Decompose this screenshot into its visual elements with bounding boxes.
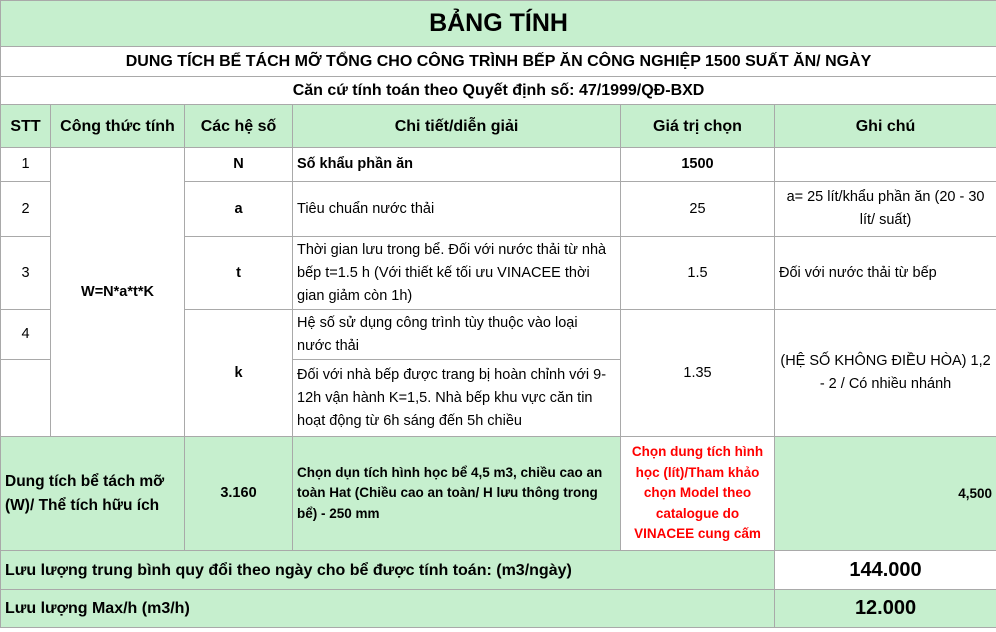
stt-cell: 2 — [1, 182, 51, 237]
detail-cell: Thời gian lưu trong bể. Đối với nước thải từ nhà bếp t=1.5 h (Với thiết kế tối ưu VINACEE thời gian giảm còn 1h) — [293, 237, 621, 310]
capacity-value: 3.160 — [185, 437, 293, 551]
header-stt: STT — [1, 105, 51, 148]
capacity-row — [1, 437, 996, 551]
coef-cell: t — [185, 237, 293, 310]
note-cell: a= 25 lít/khẩu phần ăn (20 - 30 lít/ suất) — [775, 182, 996, 237]
capacity-detail: Chọn dụn tích hình học bể 4,5 m3, chiều cao an toàn Hat (Chiều cao an toàn/ H lưu thông trong bể) - 250 mm — [293, 437, 621, 551]
capacity-result: 4,500 — [775, 437, 996, 551]
header-coef: Các hệ số — [185, 105, 293, 148]
daily-flow-value: 144.000 — [775, 551, 996, 590]
sheet-subtitle: DUNG TÍCH BỂ TÁCH MỠ TỔNG CHO CÔNG TRÌNH BẾP ĂN CÔNG NGHIỆP 1500 SUẤT ĂN/ NGÀY — [1, 47, 996, 77]
header-detail: Chi tiết/diễn giải — [293, 105, 621, 148]
coef-cell: k — [185, 310, 293, 437]
stt-cell: 3 — [1, 237, 51, 310]
detail-cell: Số khẩu phần ăn — [293, 148, 621, 182]
note-cell: (HỆ SỐ KHÔNG ĐIỀU HÒA) 1,2 - 2 / Có nhiều nhánh — [775, 310, 996, 437]
formula-cell: W=N*a*t*K — [51, 148, 185, 437]
table-row — [1, 148, 996, 182]
stt-cell: 1 — [1, 148, 51, 182]
max-flow-label: Lưu lượng Max/h (m3/h) — [1, 590, 775, 628]
detail-cell: Đối với nhà bếp được trang bị hoàn chỉnh với 9-12h vận hành K=1,5. Nhà bếp khu vực căn tin hoạt động từ 6h sáng đến 5h chiều — [293, 360, 621, 437]
coef-cell: N — [185, 148, 293, 182]
daily-flow-row — [1, 551, 996, 590]
value-cell: 25 — [621, 182, 775, 237]
daily-flow-label: Lưu lượng trung bình quy đổi theo ngày cho bể được tính toán: (m3/ngày) — [1, 551, 775, 590]
capacity-label: Dung tích bể tách mỡ (W)/ Thể tích hữu ích — [1, 437, 185, 551]
detail-cell: Hệ số sử dụng công trình tùy thuộc vào loại nước thải — [293, 310, 621, 360]
max-flow-row — [1, 590, 996, 628]
value-cell: 1.35 — [621, 310, 775, 437]
basis-line: Căn cứ tính toán theo Quyết định số: 47/1999/QĐ-BXD — [1, 77, 996, 105]
header-formula: Công thức tính — [51, 105, 185, 148]
header-note: Ghi chú — [775, 105, 996, 148]
value-cell: 1500 — [621, 148, 775, 182]
note-cell: Đối với nước thải từ bếp — [775, 237, 996, 310]
note-cell — [775, 148, 996, 182]
detail-cell: Tiêu chuẩn nước thải — [293, 182, 621, 237]
capacity-red-note: Chọn dung tích hình học (lít)/Tham khảo chọn Model theo catalogue do VINACEE cung cấm — [621, 437, 775, 551]
stt-cell: 4 — [1, 310, 51, 360]
max-flow-value: 12.000 — [775, 590, 996, 628]
sheet-title: BẢNG TÍNH — [1, 1, 996, 47]
coef-cell: a — [185, 182, 293, 237]
stt-cell-empty — [1, 360, 51, 437]
value-cell: 1.5 — [621, 237, 775, 310]
header-value: Giá trị chọn — [621, 105, 775, 148]
